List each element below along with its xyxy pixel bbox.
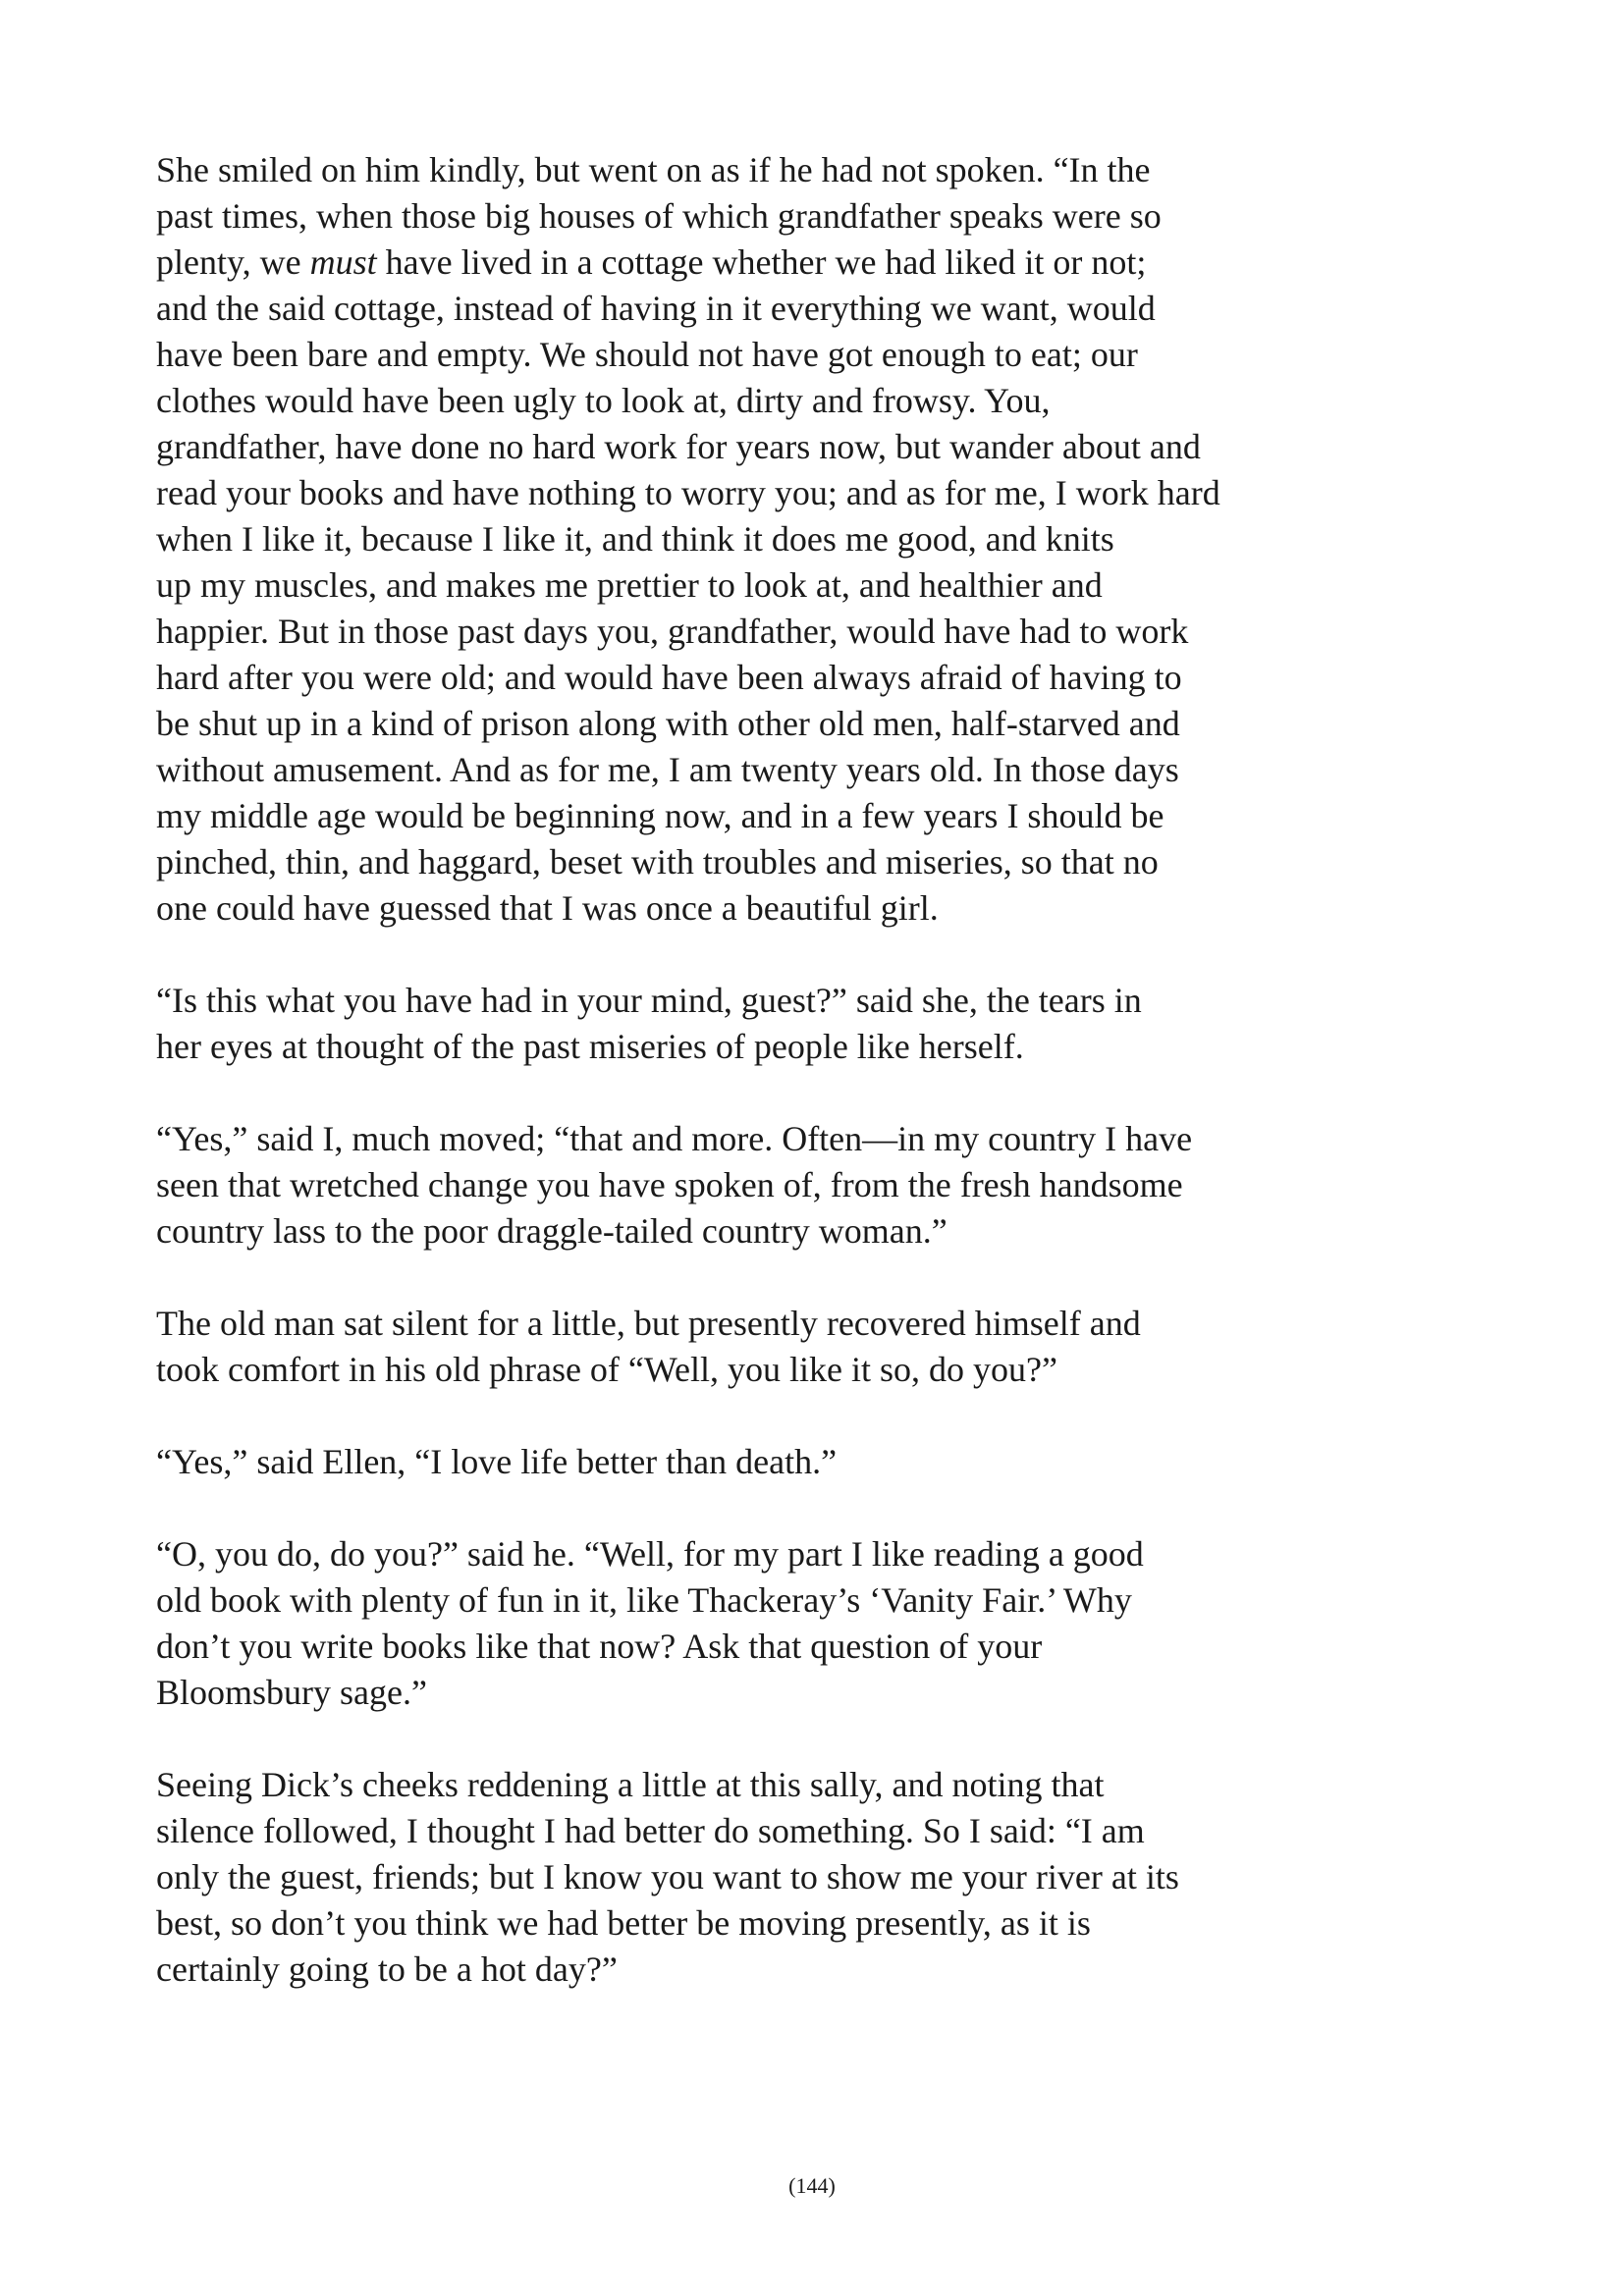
text-line: [156, 240, 1393, 286]
paragraph: [156, 147, 1393, 932]
text-line: “Yes,” said Ellen, “I love life better than death.”: [156, 1442, 838, 1481]
text-line: up my muscles, and makes me prettier to look at, and healthier and: [156, 565, 1103, 605]
paragraph: [156, 978, 1393, 1070]
paragraph: [156, 1762, 1393, 1993]
text-run: have lived in a cottage whether we had liked it or not;: [376, 242, 1147, 282]
text-line: her eyes at thought of the past miseries of people like herself.: [156, 1027, 1024, 1066]
text-line: “Is this what you have had in your mind, guest?” said she, the tears in: [156, 981, 1142, 1020]
text-line: read your books and have nothing to worry you; and as for me, I work hard: [156, 473, 1220, 512]
text-line: “O, you do, do you?” said he. “Well, for my part I like reading a good: [156, 1534, 1144, 1574]
body-text: [156, 147, 1393, 2039]
text-line: She smiled on him kindly, but went on as if he had not spoken. “In the: [156, 150, 1151, 189]
text-line: hard after you were old; and would have been always afraid of having to: [156, 658, 1182, 697]
text-line: took comfort in his old phrase of “Well, you like it so, do you?”: [156, 1350, 1057, 1389]
text-line: seen that wretched change you have spoken of, from the fresh handsome: [156, 1165, 1183, 1204]
paragraph: [156, 1439, 1393, 1485]
page-number: (144): [788, 2173, 836, 2198]
text-line: be shut up in a kind of prison along with other old men, half-starved and: [156, 704, 1180, 743]
emphasis: must: [309, 242, 377, 282]
text-run: plenty, we: [156, 242, 310, 282]
text-line: when I like it, because I like it, and think it does me good, and knits: [156, 519, 1114, 559]
paragraph: [156, 1531, 1393, 1716]
text-line: pinched, thin, and haggard, beset with troubles and miseries, so that no: [156, 842, 1159, 881]
text-line: only the guest, friends; but I know you want to show me your river at its: [156, 1857, 1179, 1896]
paragraph: [156, 1116, 1393, 1255]
text-line: clothes would have been ugly to look at, dirty and frowsy. You,: [156, 381, 1051, 420]
text-line: and the said cottage, instead of having in it everything we want, would: [156, 289, 1156, 328]
text-line: happier. But in those past days you, grandfather, would have had to work: [156, 612, 1189, 651]
text-line: grandfather, have done no hard work for years now, but wander about and: [156, 427, 1201, 466]
text-line: Seeing Dick’s cheeks reddening a little at this sally, and noting that: [156, 1765, 1105, 1804]
text-line: best, so don’t you think we had better be moving presently, as it is: [156, 1903, 1091, 1943]
text-line: past times, when those big houses of which grandfather speaks were so: [156, 196, 1162, 236]
text-line: Bloomsbury sage.”: [156, 1673, 427, 1712]
text-line: The old man sat silent for a little, but presently recovered himself and: [156, 1304, 1141, 1343]
text-line: one could have guessed that I was once a beautiful girl.: [156, 888, 939, 928]
paragraph: [156, 1301, 1393, 1393]
text-line: don’t you write books like that now? Ask that question of your: [156, 1627, 1043, 1666]
text-line: silence followed, I thought I had better do something. So I said: “I am: [156, 1811, 1145, 1850]
text-line: certainly going to be a hot day?”: [156, 1949, 618, 1989]
text-line: “Yes,” said I, much moved; “that and more. Often—in my country I have: [156, 1119, 1193, 1158]
text-line: old book with plenty of fun in it, like Thackeray’s ‘Vanity Fair.’ Why: [156, 1580, 1132, 1620]
text-line: without amusement. And as for me, I am twenty years old. In those days: [156, 750, 1179, 789]
text-line: country lass to the poor draggle-tailed country woman.”: [156, 1211, 947, 1251]
text-line: have been bare and empty. We should not have got enough to eat; our: [156, 335, 1138, 374]
text-line: my middle age would be beginning now, and in a few years I should be: [156, 796, 1164, 835]
